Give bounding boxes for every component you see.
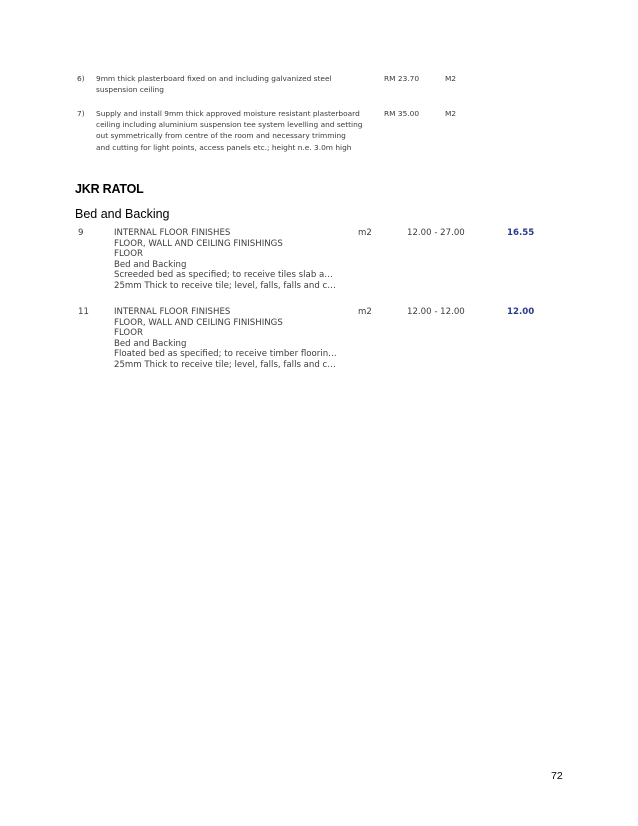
description-line: Screeded bed as specified; to receive tiles slab a… bbox=[114, 270, 333, 280]
description-line: Bed and Backing bbox=[114, 259, 187, 270]
description-line: Bed and Backing bbox=[114, 338, 187, 349]
description-line: and cutting for light points, access panels etc.; height n.e. 3.0m high bbox=[96, 142, 352, 152]
description-line: INTERNAL FLOOR FINISHES bbox=[114, 307, 231, 317]
description-line: 25mm Thick to receive tile; level, falls, falls and c… bbox=[114, 280, 336, 291]
item-description bbox=[96, 108, 368, 153]
item-9-row bbox=[0, 228, 638, 292]
description-line: INTERNAL FLOOR FINISHES bbox=[114, 228, 231, 238]
item-number: 6) bbox=[77, 74, 85, 83]
item-number: 7) bbox=[77, 109, 85, 118]
item-number: 9 bbox=[78, 228, 84, 238]
item-rate: RM 23.70 bbox=[384, 74, 420, 83]
item-7-row bbox=[0, 108, 638, 156]
item-rate-value: 12.00 bbox=[507, 307, 535, 317]
item-rate-range: 12.00 - 12.00 bbox=[407, 307, 465, 317]
description-line: Supply and install 9mm thick approved moisture resistant plasterboard bbox=[96, 109, 360, 118]
description-line: FLOOR bbox=[114, 249, 143, 259]
item-number: 11 bbox=[78, 307, 89, 317]
item-unit: M2 bbox=[445, 109, 457, 118]
description-line: 9mm thick plasterboard fixed on and including galvanized steel bbox=[96, 74, 332, 83]
item-11-row bbox=[0, 307, 638, 371]
page-number: 72 bbox=[551, 770, 563, 782]
description-line: ceiling including aluminium suspension tee system levelling and setting bbox=[96, 120, 363, 130]
section-subtitle: Bed and Backing bbox=[75, 207, 170, 221]
item-unit: M2 bbox=[445, 74, 457, 83]
item-unit: m2 bbox=[358, 307, 372, 317]
description-line: FLOOR bbox=[114, 328, 143, 338]
item-unit: m2 bbox=[358, 228, 372, 238]
description-line: out symmetrically from centre of the room and necessary trimming bbox=[96, 131, 346, 141]
description-line: FLOOR, WALL AND CEILING FINISHINGS bbox=[114, 317, 283, 328]
item-description bbox=[114, 307, 354, 370]
description-line: suspension ceiling bbox=[96, 85, 164, 95]
item-description bbox=[96, 73, 368, 95]
description-line: FLOOR, WALL AND CEILING FINISHINGS bbox=[114, 238, 283, 249]
item-rate-value: 16.55 bbox=[507, 228, 535, 238]
section-title: JKR RATOL bbox=[75, 182, 144, 196]
description-line: Floated bed as specified; to receive timber floorin… bbox=[114, 349, 337, 359]
item-rate-range: 12.00 - 27.00 bbox=[407, 228, 465, 238]
item-rate: RM 35.00 bbox=[384, 109, 420, 118]
item-description bbox=[114, 228, 354, 291]
description-line: 25mm Thick to receive tile; level, falls, falls and c… bbox=[114, 359, 336, 370]
item-6-row bbox=[0, 73, 638, 97]
